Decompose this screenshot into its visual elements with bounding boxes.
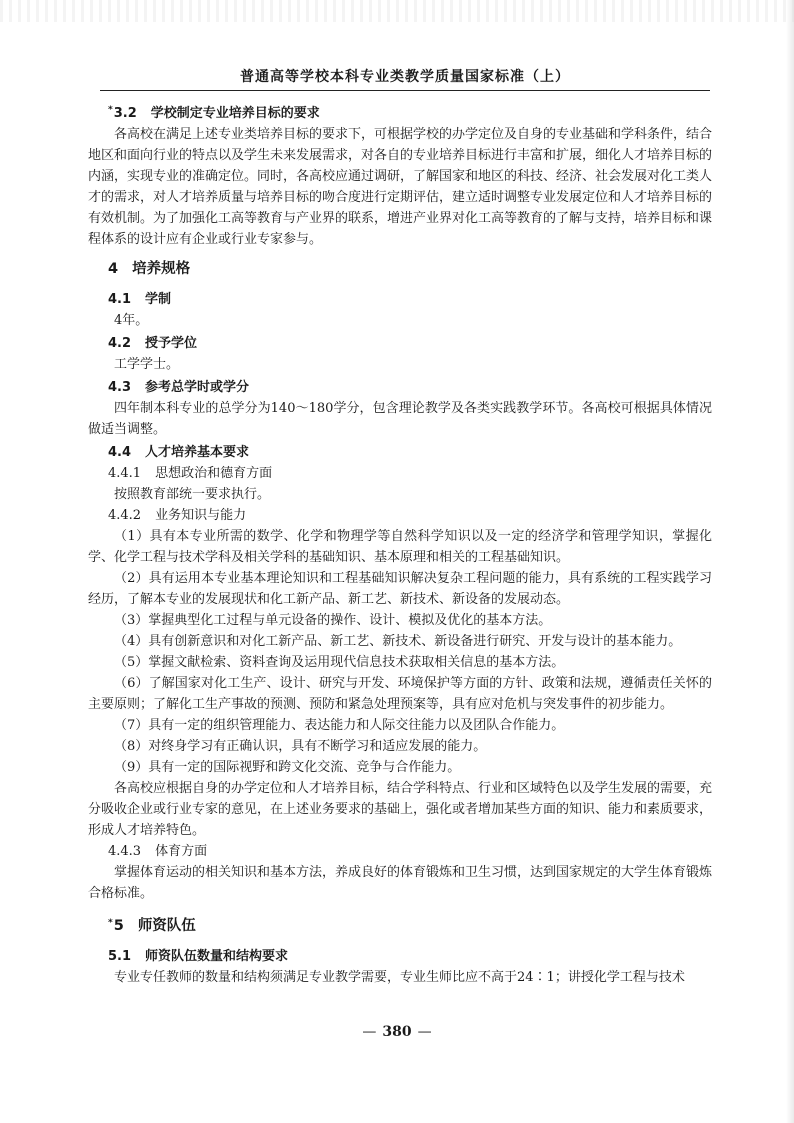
paragraph-5-1: 专业专任教师的数量和结构须满足专业教学需要，专业生师比应不高于24∶1；讲授化学工程与技术 bbox=[114, 970, 685, 985]
list-item: （5）掌握文献检索、资料查询及运用现代信息技术获取相关信息的基本方法。 bbox=[114, 655, 565, 670]
heading-5 bbox=[108, 913, 712, 937]
heading-title: 培养规格 bbox=[132, 261, 191, 277]
heading-number: 3.2 bbox=[113, 106, 137, 121]
list-item: （9）具有一定的国际视野和跨文化交流、竞争与合作能力。 bbox=[114, 760, 461, 775]
heading-number: 4.1 bbox=[108, 292, 132, 307]
scan-edge-right bbox=[786, 0, 794, 1123]
heading-title: 体育方面 bbox=[155, 844, 208, 859]
heading-number: 4.4.1 bbox=[108, 466, 142, 481]
heading-4-4-3 bbox=[108, 841, 712, 862]
asterisk-mark: * bbox=[108, 918, 113, 928]
heading-3-2 bbox=[108, 100, 712, 124]
heading-title: 业务知识与能力 bbox=[155, 508, 247, 523]
heading-title: 人才培养基本要求 bbox=[145, 445, 250, 460]
page-number bbox=[0, 1024, 794, 1040]
paragraph-4-3: 四年制本科专业的总学分为140～180学分，包含理论教学及各类实践教学环节。各高校可根据具体情况做适当调整。 bbox=[88, 401, 712, 437]
heading-title: 参考总学时或学分 bbox=[145, 380, 250, 395]
list-item: （3）掌握典型化工过程与单元设备的操作、设计、模拟及优化的基本方法。 bbox=[114, 613, 552, 628]
running-head: 普通高等学校本科专业类教学质量国家标准（上） bbox=[240, 69, 570, 85]
paragraph-4-4-1: 按照教育部统一要求执行。 bbox=[114, 487, 271, 502]
paragraph-4-2: 工学学士。 bbox=[114, 357, 180, 372]
heading-number: 4.4.3 bbox=[108, 844, 142, 859]
list-item: （2）具有运用本专业基本理论知识和工程基础知识解决复杂工程问题的能力，具有系统的工程实践学习经历，了解本专业的发展现状和化工新产品、新工艺、新技术、新设备的发展动态。 bbox=[88, 571, 712, 607]
heading-number: 4.3 bbox=[108, 380, 132, 395]
list-item: （6）了解国家对化工生产、设计、研究与开发、环境保护等方面的方针、政策和法规，遵循责任关怀的主要原则；了解化工生产事故的预测、预防和紧急处理预案等，具有应对危机与突发事件的初步能力。 bbox=[88, 676, 712, 712]
heading-4-2 bbox=[108, 333, 712, 354]
page-number-value: 380 bbox=[382, 1024, 412, 1040]
heading-title: 师资队伍数量和结构要求 bbox=[145, 949, 289, 964]
paragraph-3-2: 各高校在满足上述专业类培养目标的要求下，可根据学校的办学定位及自身的专业基础和学科条件，结合地区和面向行业的特点以及学生未来发展需求，对各自的专业培养目标进行丰富和扩展，细化人才培养目标的内涵，实现专业的准确定位。同时，各高校应通过调研，了解国家和地区的科技、经济、社会发展对化工类人才的需求，对人才培养质量与培养目标的吻合度进行定期评估，建立适时调整专业发展定位和人才培养目标的有效机制。为了加强化工高等教育与产业界的联系，增进产业界对化工高等教育的了解与支持，培养目标和课程体系的设计应有企业或行业专家参与。 bbox=[88, 127, 713, 247]
page-number-dash: — bbox=[417, 1024, 432, 1040]
paragraph-4-4-2-tail: 各高校应根据自身的办学定位和人才培养目标，结合学科特点、行业和区域特色以及学生发展的需要，充分吸收企业或行业专家的意见，在上述业务要求的基础上，强化或者增加某些方面的知识、能力和素质要求，形成人才培养特色。 bbox=[88, 781, 713, 838]
heading-title: 授予学位 bbox=[145, 336, 198, 351]
asterisk-mark: * bbox=[108, 105, 113, 115]
heading-number: 4.4.2 bbox=[108, 508, 142, 523]
list-item: （1）具有本专业所需的数学、化学和物理学等自然科学知识以及一定的经济学和管理学知识，掌握化学、化学工程与技术学科及相关学科的基础知识、基本原理和相关的工程基础知识。 bbox=[88, 529, 712, 565]
heading-title: 学校制定专业培养目标的要求 bbox=[150, 106, 320, 121]
list-item: （7）具有一定的组织管理能力、表达能力和人际交往能力以及团队合作能力。 bbox=[114, 718, 565, 733]
list-item: （8）对终身学习有正确认识，具有不断学习和适应发展的能力。 bbox=[114, 739, 487, 754]
heading-4-4 bbox=[108, 442, 712, 463]
heading-number: 4.2 bbox=[108, 336, 132, 351]
heading-4-4-2 bbox=[108, 505, 712, 526]
page-number-dash: — bbox=[362, 1024, 377, 1040]
heading-number: 4 bbox=[108, 261, 119, 277]
heading-4 bbox=[108, 259, 712, 280]
header-rule bbox=[100, 90, 710, 91]
heading-number: 5.1 bbox=[108, 949, 132, 964]
heading-4-4-1 bbox=[108, 463, 712, 484]
list-item: （4）具有创新意识和对化工新产品、新工艺、新技术、新设备进行研究、开发与设计的基本能力。 bbox=[114, 634, 682, 649]
paragraph-4-4-3: 掌握体育运动的相关知识和基本方法，养成良好的体育锻炼和卫生习惯，达到国家规定的大学生体育锻炼合格标准。 bbox=[88, 865, 713, 901]
heading-5-1 bbox=[108, 946, 712, 967]
paragraph-4-1: 4年。 bbox=[114, 313, 149, 328]
heading-number: 4.4 bbox=[108, 445, 132, 460]
page-body bbox=[88, 98, 712, 988]
heading-title: 学制 bbox=[145, 292, 172, 307]
heading-4-1 bbox=[108, 289, 712, 310]
scan-edge-top bbox=[0, 0, 794, 22]
heading-title: 师资队伍 bbox=[137, 918, 196, 934]
heading-4-3 bbox=[108, 377, 712, 398]
heading-title: 思想政治和德育方面 bbox=[155, 466, 273, 481]
heading-number: 5 bbox=[113, 918, 124, 934]
